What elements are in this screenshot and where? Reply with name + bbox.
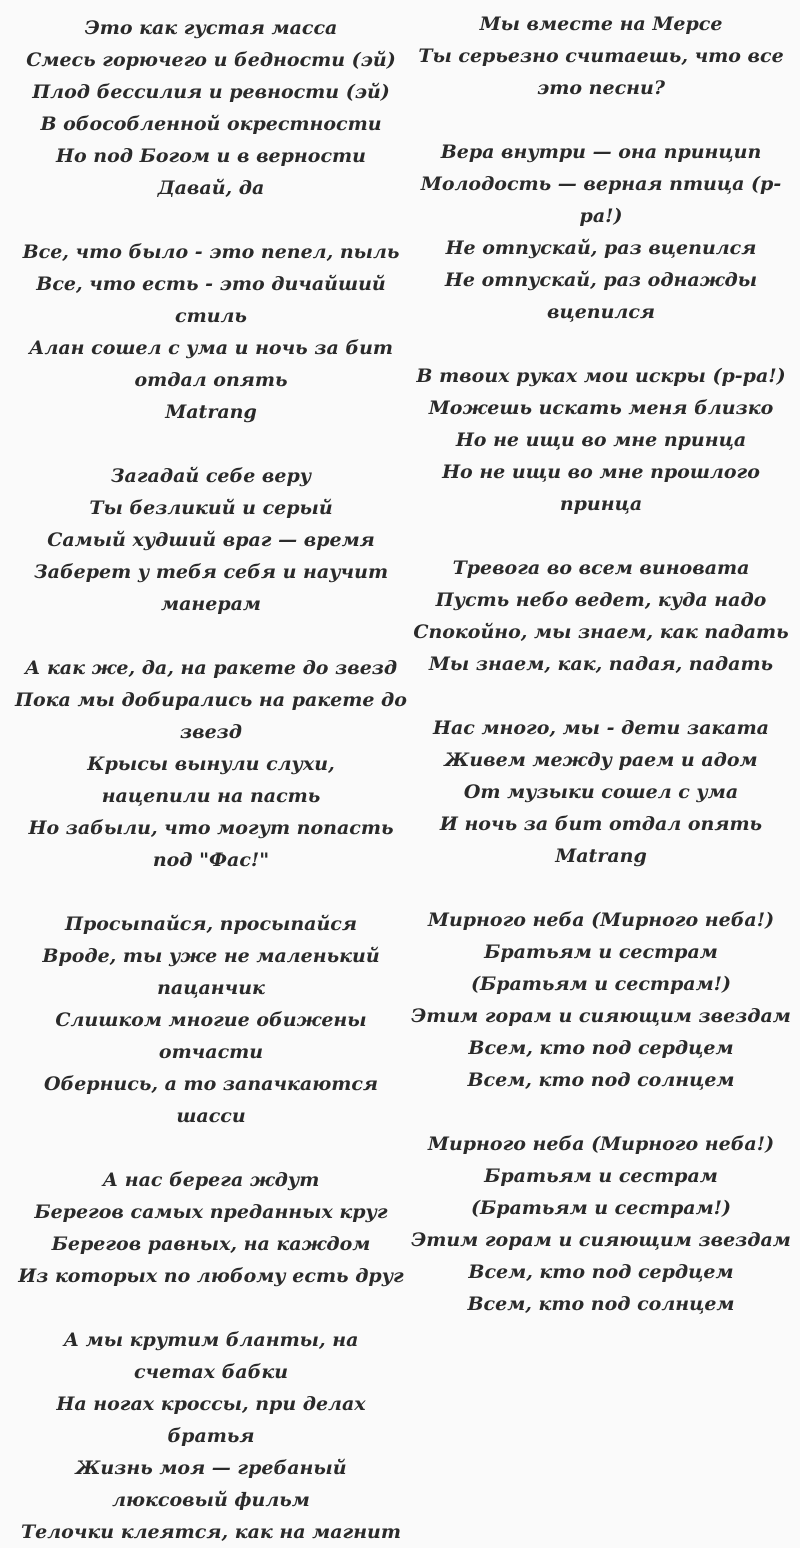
lyric-line: Все, что есть - это дичайший стиль [36,273,386,327]
stanza-gap [410,328,792,360]
lyric-line: Берегов равных, на каждом [51,1233,371,1255]
lyric-line: На ногах кроссы, при делах братья [56,1393,366,1447]
lyric-line: Заберет у тебя себя и научит манерам [33,561,389,615]
lyrics-column-right [410,8,792,1320]
lyric-line: Братьям и сестрам (Братьям и сестрам!) [470,941,731,995]
stanza-gap [10,1292,412,1324]
lyric-line: Этим горам и сияющим звездам [411,1005,791,1027]
lyric-line: Всем, кто под сердцем [468,1261,734,1283]
lyric-line: Все, что было - это пепел, пыль [22,241,400,263]
lyric-line: Но не ищи во мне принца [455,429,747,451]
lyric-line: А нас берега ждут [102,1169,320,1191]
lyric-line: Телочки клеятся, как на магнит [21,1521,401,1543]
stanza-gap [10,204,412,236]
lyric-line: Просыпайся, просыпайся [65,913,357,935]
lyric-line: Не отпускай, раз однажды вцепился [444,269,758,323]
lyric-line: В твоих руках мои искры (р-ра!) [416,365,786,387]
stanza-gap [410,872,792,904]
lyric-line: Спокойно, мы знаем, как падать [413,621,789,643]
stanza-gap [410,104,792,136]
lyric-line: Этим горам и сияющим звездам [411,1229,791,1251]
lyric-line: Смесь горючего и бедности (эй) [26,49,396,71]
lyric-line: Из которых по любому есть друг [18,1265,404,1287]
lyric-line: Мы знаем, как, падая, падать [428,653,774,675]
lyric-line: Молодость — верная птица (р-ра!) [420,173,782,227]
lyric-line: Можешь искать меня близко [428,397,774,419]
lyric-line: Самый худший враг — время [47,529,375,551]
lyric-line: Всем, кто под сердцем [468,1037,734,1059]
lyric-line: Берегов самых преданных круг [34,1201,388,1223]
lyric-line: Не отпускай, раз вцепился [445,237,757,259]
lyric-line: Тревога во всем виновата [452,557,750,579]
lyric-line: Крысы вынули слухи, нацепили на пасть [87,753,335,807]
lyric-line: Братьям и сестрам (Братьям и сестрам!) [470,1165,731,1219]
lyric-line: В обособленной окрестности [40,113,382,135]
lyric-line: Мирного неба (Мирного неба!) [427,1133,775,1155]
stanza-gap [410,1096,792,1128]
lyric-line: Плод бессилия и ревности (эй) [32,81,390,103]
lyric-line: Обернись, а то запачкаются шасси [43,1073,379,1127]
lyric-line: Ты серьезно считаешь, что все это песни? [418,45,784,99]
lyric-line: Вера внутри — она принцип [440,141,762,163]
lyric-line: Нас много, мы - дети заката [433,717,769,739]
stanza-gap [410,520,792,552]
lyric-line: А мы крутим бланты, на счетах бабки [63,1329,359,1383]
lyric-line: Ты безликий и серый [89,497,333,519]
lyric-line: Но под Богом и в верности [56,145,366,167]
lyric-line: Давай, да [157,177,265,199]
lyrics-column-left [10,12,412,1548]
lyric-line: Мирного неба (Мирного неба!) [427,909,775,931]
stanza-gap [10,428,412,460]
lyric-line: Всем, кто под солнцем [467,1069,735,1091]
lyric-line: Всем, кто под солнцем [467,1293,735,1315]
lyric-line: Пока мы добирались на ракете до звезд [15,689,407,743]
lyric-line: Жизнь моя — гребаный люксовый фильм [75,1457,347,1511]
stanza-gap [410,680,792,712]
lyric-line: Мы вместе на Мерсе [479,13,723,35]
lyric-line: А как же, да, на ракете до звезд [24,657,398,679]
stanza-gap [10,876,412,908]
lyric-line: Это как густая масса [84,17,338,39]
lyric-line: И ночь за бит отдал опять Matrang [439,813,763,867]
stanza-gap [10,1132,412,1164]
lyric-line: От музыки сошел с ума [463,781,739,803]
lyric-line: Живем между раем и адом [444,749,758,771]
lyric-line: Пусть небо ведет, куда надо [435,589,767,611]
lyric-line: Слишком многие обижены отчасти [55,1009,367,1063]
lyric-line: Вроде, ты уже не маленький пацанчик [42,945,380,999]
lyric-line: Загадай себе веру [110,465,312,487]
lyric-line: Но забыли, что могут попасть под "Фас!" [28,817,394,871]
stanza-gap [10,620,412,652]
lyric-line: Алан сошел с ума и ночь за бит отдал опять [28,337,394,391]
lyric-line: Matrang [165,401,257,423]
lyric-line: Но не ищи во мне прошлого принца [442,461,760,515]
